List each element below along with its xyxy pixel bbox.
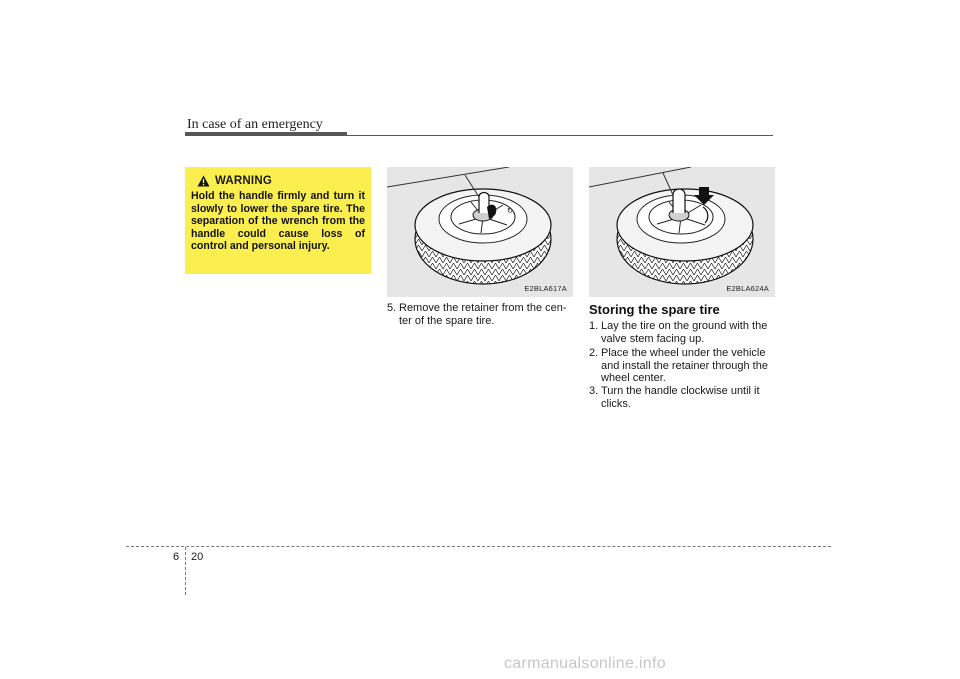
- storing-step-1: [589, 320, 775, 345]
- storing-heading: Storing the spare tire: [589, 302, 720, 317]
- warning-header: [197, 175, 365, 187]
- step-number: 1.: [589, 320, 599, 332]
- warning-triangle-icon: [197, 175, 210, 187]
- section-title: In case of an emergency: [187, 117, 323, 132]
- footer-divider: [185, 547, 186, 595]
- footer-rule: [126, 546, 831, 547]
- step-number: 3.: [589, 385, 599, 397]
- warning-box: [185, 167, 371, 274]
- step-5: [387, 302, 573, 327]
- page-number: 20: [191, 551, 204, 563]
- step-text: Remove the retainer from the cen- ter of the spare tire.: [399, 302, 567, 327]
- chapter-number: 6: [173, 551, 180, 563]
- figure-1-caption: E2BLA617A: [524, 284, 567, 293]
- spare-tire-illustration: [387, 167, 573, 297]
- svg-text:↻: ↻: [507, 208, 513, 215]
- figure-storing-tire: [589, 167, 775, 297]
- figure-2-caption: E2BLA624A: [726, 284, 769, 293]
- warning-title: WARNING: [215, 175, 272, 187]
- step-number: 2.: [589, 347, 599, 359]
- figure-remove-retainer: [387, 167, 573, 297]
- step-number: 5.: [387, 302, 397, 314]
- title-rule: [185, 135, 773, 136]
- warning-text: Hold the handle firmly and turn it slowly to lower the spare tire. The separation of the wrench from the handle could cause loss of control and personal injury.: [191, 190, 365, 252]
- watermark: carmanualsonline.info: [504, 655, 666, 672]
- spare-tire-illustration: [589, 167, 775, 297]
- storing-step-3: [589, 385, 775, 410]
- step-text: Lay the tire on the ground with the valve stem facing up.: [601, 320, 768, 345]
- storing-step-2: [589, 347, 775, 385]
- step-text: Place the wheel under the vehicle and install the retainer through the wheel center.: [601, 347, 768, 384]
- step-text: Turn the handle clockwise until it clicks.: [601, 385, 760, 410]
